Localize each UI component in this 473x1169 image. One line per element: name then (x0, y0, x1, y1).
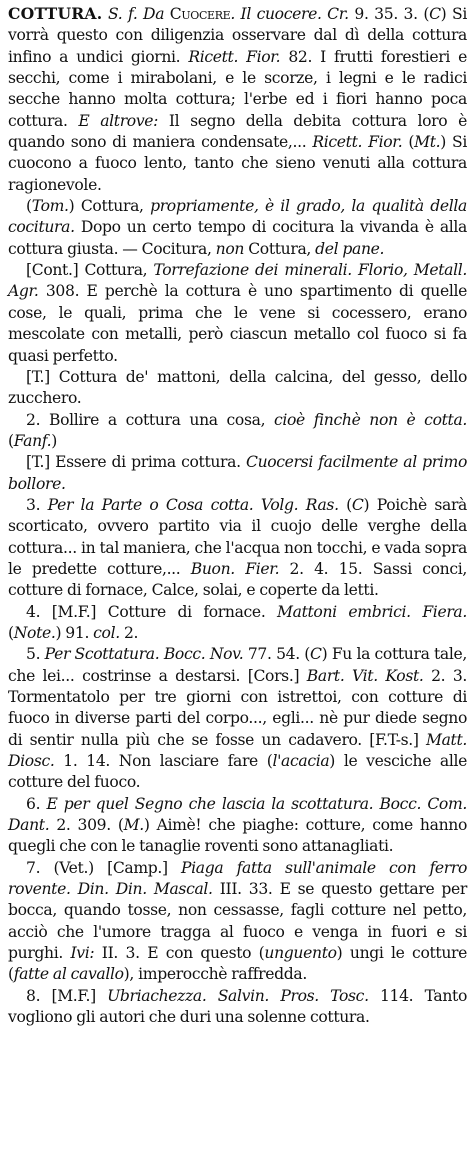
text-segment: ) Cottura, (68, 197, 151, 216)
entry-paragraph-1 (8, 3, 467, 196)
text-segment: Mt. (414, 133, 441, 152)
text-segment: ( (338, 495, 352, 514)
text-segment: Note. (13, 623, 56, 642)
text-segment: ) Aimè! che piaghe: cotture, come hanno quegli che con le tanaglie roventi sono attanagliati. (8, 816, 467, 856)
text-segment: del pane. (315, 239, 385, 258)
text-segment: Cuocersi facilmente al primo bollore. (8, 453, 467, 493)
text-segment: Ubriachezza. Salvin. Pros. Tosc. (107, 986, 369, 1005)
text-segment: 1. 14. Non lasciare fare ( (54, 752, 273, 771)
text-segment: 2. Bollire a cottura una cosa, (26, 410, 274, 429)
text-segment: cioè finchè non è cotta. (274, 410, 467, 429)
text-segment: C (429, 5, 441, 23)
text-segment: Matt. Diosc. (8, 730, 467, 771)
text-segment: ( (26, 197, 32, 216)
text-segment: Cottura, (244, 239, 316, 258)
text-segment: C (310, 645, 322, 664)
text-segment: l'acacia (272, 752, 330, 771)
text-segment: Ricett. Fior. (312, 133, 403, 152)
text-segment: Tom. (31, 197, 69, 216)
text-segment: ) Poichè sarà scorticato, ovvero partito via il cuojo delle verghe della cottura... in tal maniera, che l'acqua non tocchi, e vada sopra le predette cotture,... (8, 495, 467, 578)
text-segment: 7. (Vet.) [Camp.] (26, 858, 182, 877)
headword: COTTURA. (8, 4, 103, 23)
text-segment: [Cont.] Cottura, (26, 261, 154, 280)
entry-paragraph-7 (8, 495, 467, 602)
text-segment: S. f. Da (102, 5, 170, 23)
text-segment: 2. 4. 15. Sassi conci, cotture di fornace, Calce, solai, e coperte da letti. (8, 559, 468, 600)
text-segment: Mattoni embrici. Fiera. (277, 602, 467, 621)
text-segment: 6. (26, 794, 47, 813)
text-segment: 114. Tanto vogliono gli autori che duri una solenne cottura. (8, 986, 468, 1027)
entry-paragraph-10 (8, 794, 467, 858)
text-segment: Buon. Fier. (190, 559, 280, 578)
text-segment: ) Si vorrà questo con diligenzia osservare dal dì della cottura infino a undici giorni. (8, 5, 467, 66)
entry-paragraph-3 (8, 260, 467, 367)
text-segment: ( (8, 431, 14, 450)
text-segment: 308. E perchè la cottura è uno spartimento di quelle cose, le quali, prima che le vene si cocessero, erano mescolate con metalli, però ciascun metallo col fuoco si fa quasi perfetto. (8, 282, 467, 365)
text-segment: Cuocere (169, 5, 231, 23)
text-segment: Per Scottatura. Bocc. Nov. (44, 645, 244, 664)
text-segment: fatte al cavallo (13, 965, 124, 984)
entry-paragraph-9 (8, 644, 467, 793)
text-segment: E altrove: (78, 111, 159, 130)
entry-paragraph-5 (8, 410, 467, 453)
entry-paragraph-2 (8, 196, 467, 260)
text-segment: ) 91. (55, 623, 94, 642)
text-segment: ( (402, 133, 415, 152)
dictionary-entry-cottura (8, 3, 467, 1029)
text-segment: 82. I frutti forestieri e secchi, come i mirabolani, e le scorze, i legni e le radici secche hanno molta cottura; l'erbe ed i fiori hanno poca cottura. (8, 47, 467, 130)
text-segment: Piaga fatta sull'animale con ferro rovente. Din. Din. Mascal. (8, 858, 467, 899)
text-segment: ) le vesciche alle cotture del fuoco. (8, 752, 467, 792)
text-segment: 77. 54. ( (243, 645, 311, 664)
text-segment: M. (123, 816, 144, 835)
text-segment: ( (8, 623, 14, 642)
text-segment: 2. (119, 623, 139, 642)
text-segment: 4. [M.F.] Cotture di fornace. (26, 602, 278, 621)
text-segment: unguento (264, 944, 337, 963)
text-segment: . Il cuocere. Cr. (230, 5, 349, 23)
entry-paragraph-8 (8, 602, 467, 645)
text-segment: E per quel Segno che lascia la scottatura. Bocc. Com. Dant. (8, 794, 467, 835)
text-segment: col. (93, 623, 120, 642)
text-segment: ) (51, 431, 57, 450)
text-segment: ) ungi le cotture ( (8, 944, 467, 984)
text-segment: 2. 309. ( (49, 816, 124, 835)
text-segment: 8. [M.F.] (26, 986, 108, 1005)
text-segment: 3. (26, 495, 48, 514)
text-segment: 5. (26, 645, 45, 664)
entry-paragraph-12 (8, 986, 467, 1029)
text-segment: Torrefazione dei minerali. Florio, Metall. Agr. (8, 261, 467, 301)
text-segment: ) Fu la cottura tale, che lei... costrinse a destarsi. [Cors.] (8, 645, 467, 685)
text-segment: 9. 35. 3. ( (348, 5, 430, 23)
text-segment: Bart. Vit. Kost. (306, 666, 424, 685)
entry-paragraph-4 (8, 367, 467, 410)
text-segment: Il segno della debita cottura loro è quando sono di maniera condensate,... (8, 111, 467, 152)
text-segment: Fanf. (13, 431, 52, 450)
text-segment: non (215, 239, 245, 258)
text-segment: [T.] Essere di prima cottura. (26, 453, 246, 472)
text-segment: propriamente, è il grado, la qualità della cocitura. (8, 197, 467, 237)
text-segment: II. 3. E con questo ( (94, 944, 265, 963)
text-segment: Dopo un certo tempo di cocitura la vivanda è alla cottura giusta. — Cocitura, (8, 218, 467, 258)
text-segment: Ivi: (70, 944, 95, 963)
text-segment: ) Si cuocono a fuoco lento, tanto che sieno venuti alla cottura ragionevole. (8, 133, 468, 194)
text-segment: III. 33. E se questo gettare per bocca, quando tosse, non cessasse, fagli cotture nel petto, acciò che l'umore tragga al fuoco e venga in fuori e si purghi. (8, 880, 467, 963)
text-segment: Per la Parte o Cosa cotta. Volg. Ras. (47, 495, 339, 514)
entry-paragraph-11 (8, 858, 467, 986)
text-segment: 2. 3. Tormentatolo per tre giorni con istrettoi, con cotture di fuoco in diverse parti del corpo..., egli... nè pur diede segno di sentir nulla più che se fosse un cadavero. [F.T-s.] (8, 666, 468, 749)
text-segment: [T.] Cottura de' mattoni, della calcina, del gesso, dello zucchero. (8, 367, 467, 408)
text-segment: Ricett. Fior. (188, 47, 281, 66)
text-segment: C (351, 495, 364, 514)
entry-paragraph-6 (8, 452, 467, 495)
text-segment: ), imperocchè raffredda. (123, 965, 307, 984)
